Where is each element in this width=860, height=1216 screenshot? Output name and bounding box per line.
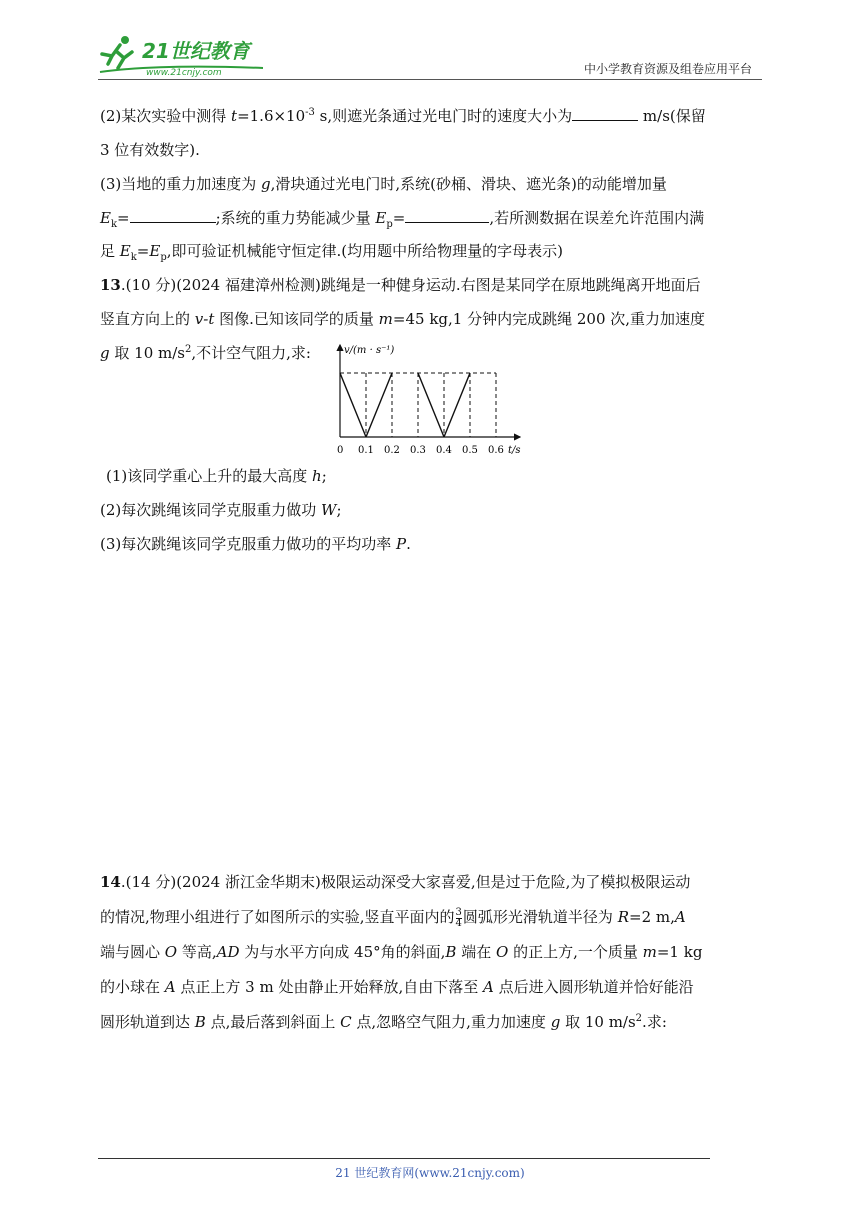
velocity-segment xyxy=(340,373,366,437)
q13-sub2: (2)每次跳绳该同学克服重力做功 W; xyxy=(100,501,342,519)
q13-line1: 13.(10 分)(2024 福建漳州检测)跳绳是一种健身运动.右图是某同学在原地跳绳离开地面后 xyxy=(100,276,701,294)
q13-sub1: (1)该同学重心上升的最大高度 h; xyxy=(106,467,327,485)
velocity-segment xyxy=(366,373,392,437)
graph-lines xyxy=(340,373,496,437)
page-header xyxy=(98,34,762,80)
answer-blank-ep[interactable] xyxy=(405,208,489,223)
logo-url: www.21cnjy.com xyxy=(146,68,222,78)
x-tick-label: 0.3 xyxy=(410,445,426,456)
answer-blank-velocity[interactable] xyxy=(572,106,638,121)
platform-name: 中小学教育资源及组卷应用平台 xyxy=(583,62,752,76)
q12-part2-line2: 3 位有效数字). xyxy=(100,141,200,159)
header-divider xyxy=(98,79,762,80)
runner-icon xyxy=(102,36,132,68)
site-logo xyxy=(98,34,268,78)
vt-graph xyxy=(320,337,530,462)
footer-divider xyxy=(98,1158,710,1159)
velocity-segment xyxy=(444,373,470,437)
x-tick-label: 0.4 xyxy=(436,445,452,456)
q13-line2: 竖直方向上的 v-t 图像.已知该同学的质量 m=45 kg,1 分钟内完成跳绳 200 次,重力加速度 xyxy=(100,310,706,328)
x-tick-label: 0 xyxy=(337,445,344,456)
q14-line5: 圆形轨道到达 B 点,最后落到斜面上 C 点,忽略空气阻力,重力加速度 g 取 10 $m/s^2$.求: xyxy=(100,1013,667,1031)
q14-line4: 的小球在 A 点正上方 3 m 处由静止开始释放,自由下落至 A 点后进入圆形轨道并恰好能沿 xyxy=(100,978,694,996)
x-tick-label: 0.1 xyxy=(358,445,374,456)
x-tick-label: 0.2 xyxy=(384,445,400,456)
answer-blank-ek[interactable] xyxy=(130,208,216,223)
q14-line3: 端与圆心 O 等高,AD 为与水平方向成 45°角的斜面,B 端在 O 的正上方,一个质量 m=1 kg xyxy=(100,943,703,961)
x-tick-label: 0.5 xyxy=(462,445,478,456)
q13-sub3: (3)每次跳绳该同学克服重力做功的平均功率 P. xyxy=(100,535,411,553)
footer-text: 21 世纪教育网(www.21cnjy.com) xyxy=(335,1166,525,1180)
q14-line2: 的情况,物理小组进行了如图所示的实验,竖直平面内的 $\frac{3}{4}$ 圆弧形光滑轨道半径为 R=2 m,A xyxy=(100,906,686,929)
fraction-three-quarters: $\frac{3}{4}$ xyxy=(455,906,462,929)
velocity-segment xyxy=(418,373,444,437)
q12-part2-line1: (2)某次实验中测得 $t=1.6\times 10^{-3}$ s,则遮光条通过光电门时的速度大小为 m/s(保留 xyxy=(100,107,706,125)
y-axis-label: v/(m · s⁻¹) xyxy=(344,345,395,356)
q12-part3-line3: 足 $E_k=E_p$,即可验证机械能守恒定律.(均用题中所给物理量的字母表示) xyxy=(100,242,563,263)
x-tick-label: 0.6 xyxy=(488,445,504,456)
logo-text: 21世纪教育 xyxy=(142,39,250,63)
q13-line3: g 取 10 $m/s^2$,不计空气阻力,求: xyxy=(100,344,311,362)
x-axis-label: t/s xyxy=(508,445,521,456)
graph-ticks xyxy=(337,445,504,456)
q14-line1: 14.(14 分)(2024 浙江金华期末)极限运动深受大家喜爱,但是过于危险,为了模拟极限运动 xyxy=(100,873,691,891)
q12-part3-line2: $E_k=$ ;系统的重力势能减少量 $E_p=$ ,若所测数据在误差允许范围内满 xyxy=(100,209,705,230)
q12-part3-line1: (3)当地的重力加速度为 g,滑块通过光电门时,系统(砂桶、滑块、遮光条)的动能增加量 xyxy=(100,175,667,193)
